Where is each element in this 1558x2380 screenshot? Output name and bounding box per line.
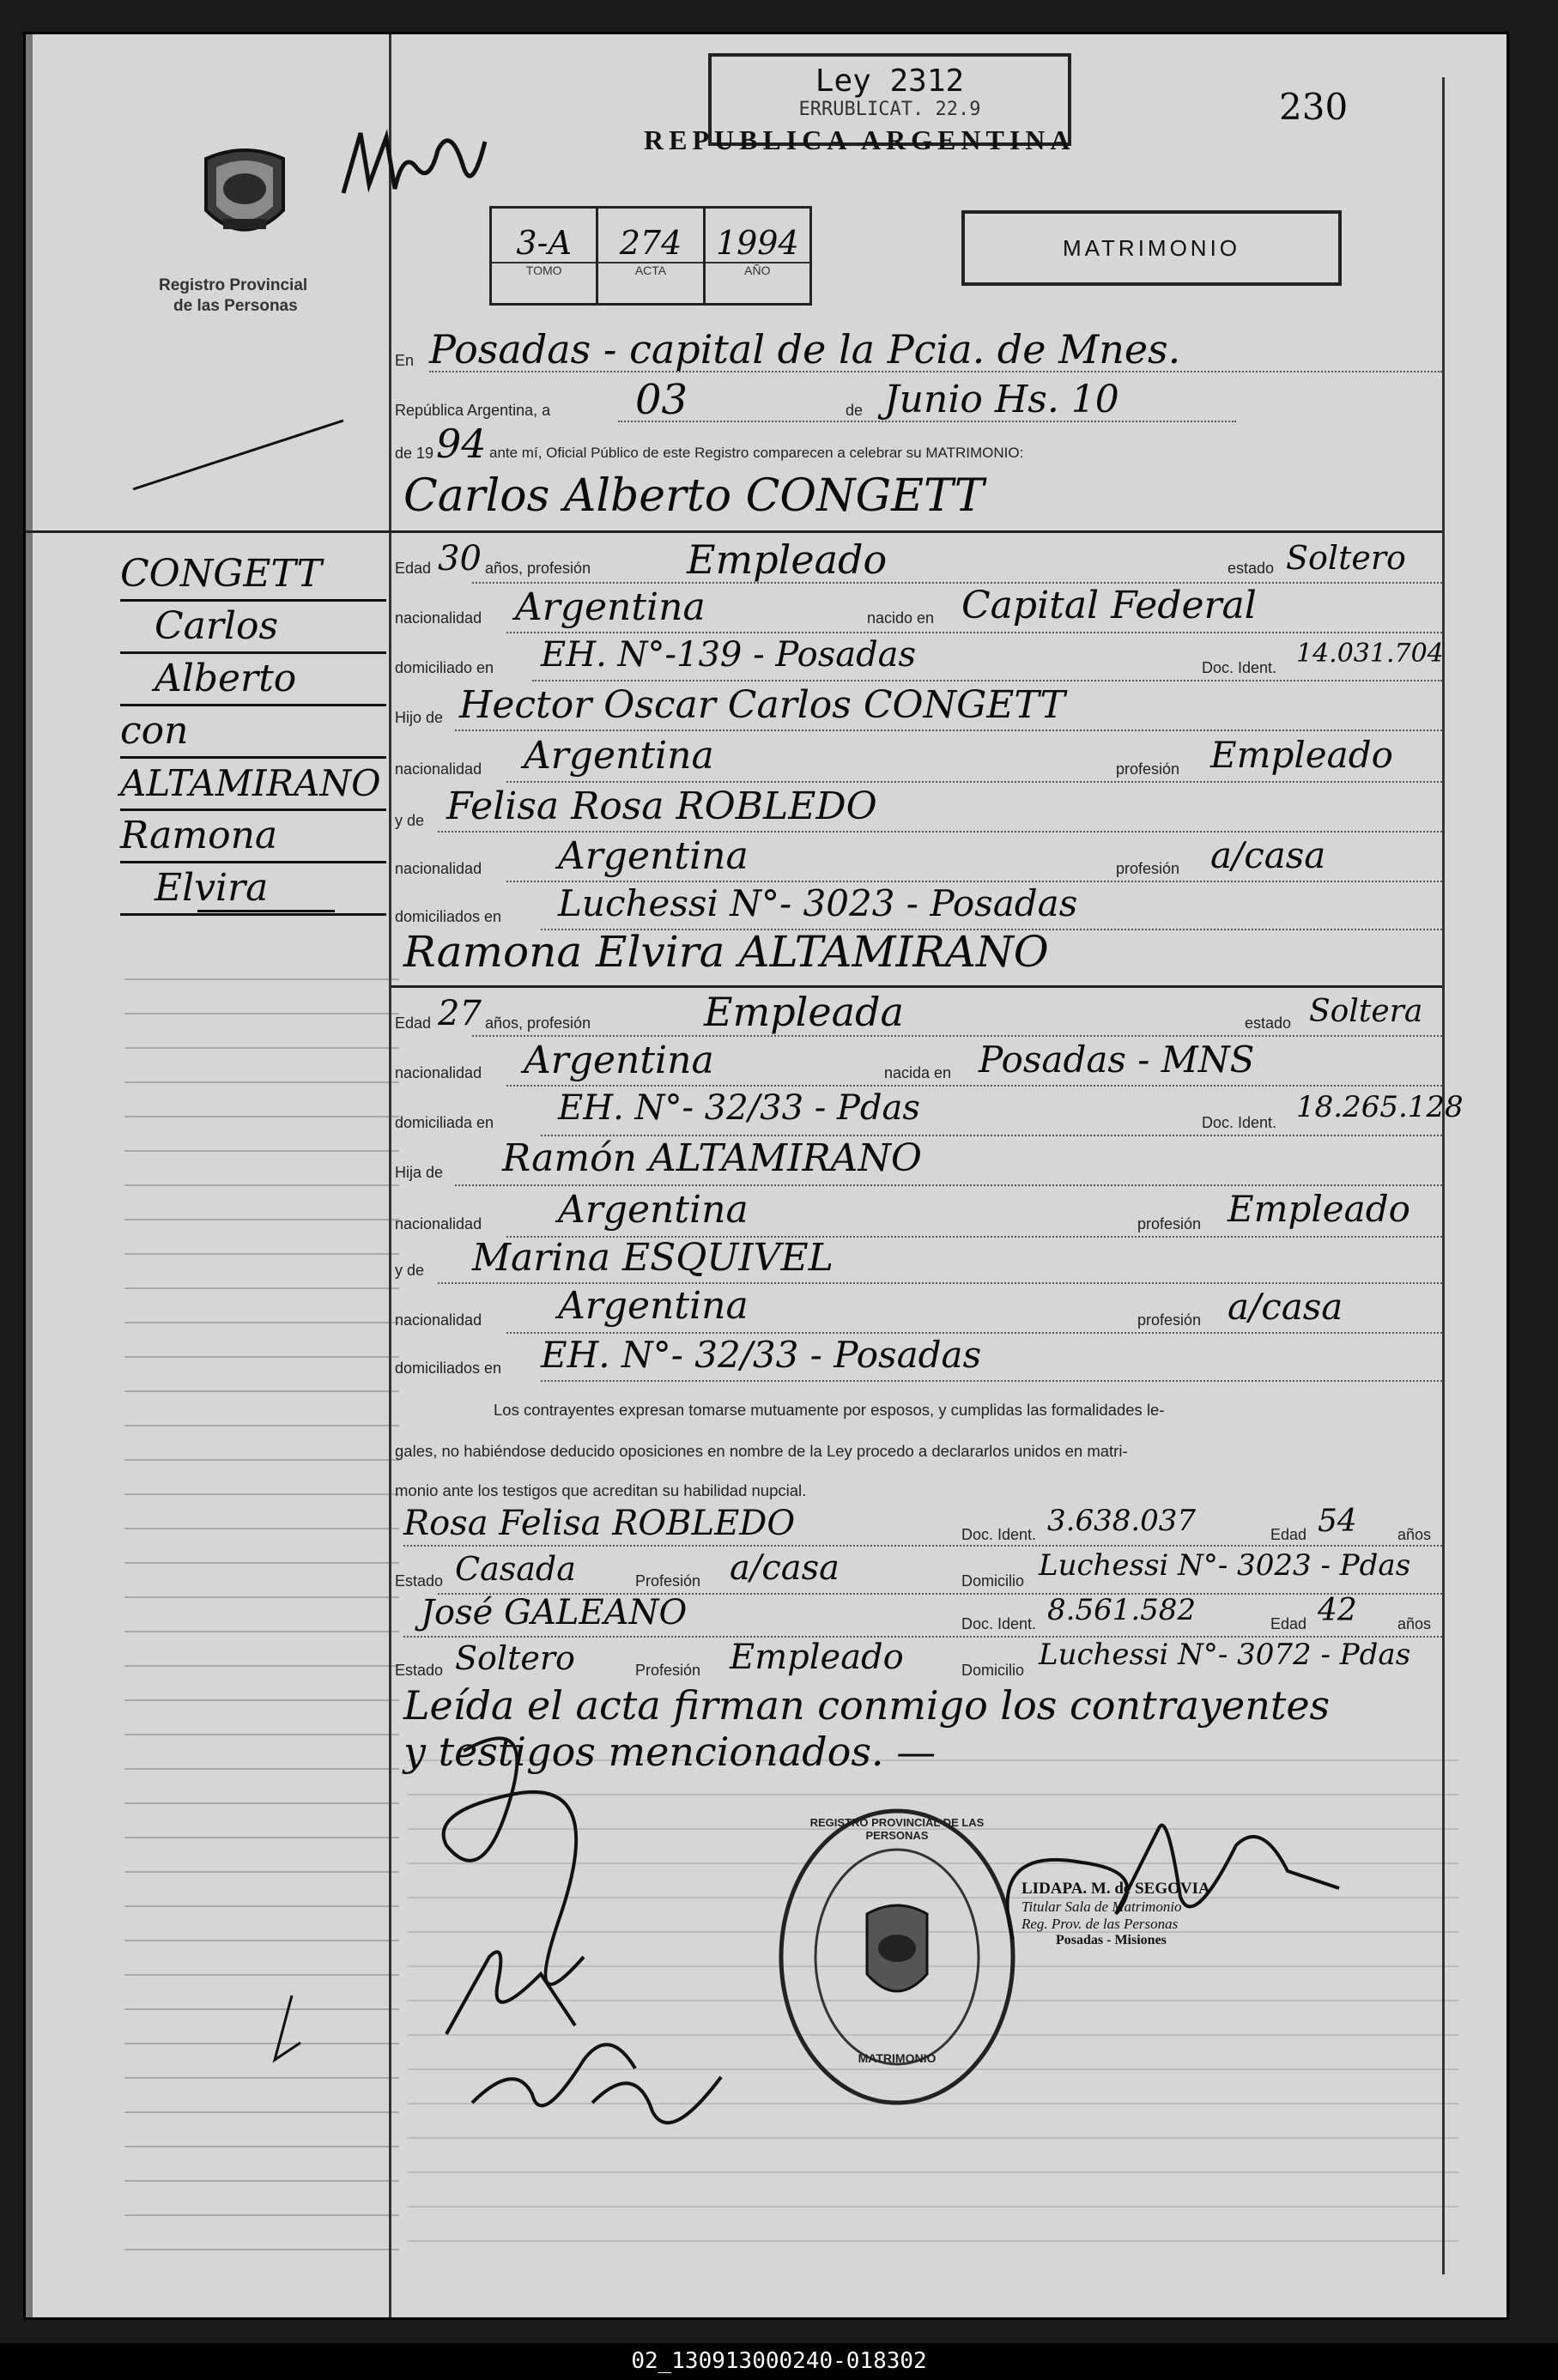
bride-doc-id: 18.265.128	[1296, 1090, 1464, 1124]
ano-label: AÑO	[706, 262, 809, 277]
witness2-state-label: Estado	[395, 1662, 444, 1679]
row-line	[506, 1085, 1442, 1087]
witness1-name: Rosa Felisa ROBLEDO	[403, 1504, 796, 1543]
groom-domicile-label: domiciliado en	[395, 659, 494, 676]
bride-father-nat: Argentina	[558, 1188, 749, 1232]
margin-note	[120, 549, 386, 916]
groom-birthplace-label: nacido en	[867, 609, 935, 627]
doc-type-box	[961, 210, 1342, 286]
bride-father: Ramón ALTAMIRANO	[502, 1136, 922, 1180]
tomo-label: TOMO	[492, 262, 596, 277]
record-box	[489, 206, 812, 306]
witness1-prof-label: Profesión	[635, 1572, 701, 1590]
row-line	[506, 781, 1442, 783]
bride-state-label: estado	[1245, 1014, 1292, 1032]
groom-father-nat-label: nacionalidad	[395, 760, 482, 778]
witness2-domicile: Luchessi N°- 3072 - Pdas	[1039, 1638, 1411, 1672]
groom-doc-id: 14.031.704	[1296, 639, 1444, 669]
bride-father-prof-label: profesión	[1137, 1215, 1202, 1232]
groom-father-prof: Empleado	[1210, 734, 1393, 776]
witness2-dom-label: Domicilio	[961, 1662, 1025, 1679]
row-line	[455, 730, 1442, 731]
witness2-doc-label: Doc. Ident.	[961, 1615, 1037, 1632]
groom-profession: Empleado	[687, 536, 888, 583]
witness2-profession: Empleado	[730, 1638, 904, 1677]
groom-parents-domicile: Luchessi N°- 3023 - Posadas	[558, 882, 1078, 924]
bride-mother-label: y de	[395, 1262, 425, 1279]
year-prefix: de 19	[395, 445, 434, 462]
row-line	[506, 632, 1442, 633]
document-page	[26, 34, 1506, 2317]
groom-name: Carlos Alberto CONGETT	[403, 470, 985, 522]
bride-father-label: Hija de	[395, 1164, 444, 1181]
bride-domicile-label: domiciliada en	[395, 1114, 494, 1131]
bride-birthplace: Posadas - MNS	[979, 1039, 1255, 1081]
row-line	[472, 1035, 1442, 1037]
month-value: Junio Hs. 10	[884, 378, 1119, 421]
coat-of-arms	[197, 142, 292, 249]
folio-number: 230	[1279, 86, 1349, 128]
witness2-age-label: Edad	[1270, 1615, 1307, 1632]
signature-groom	[412, 1699, 773, 2184]
groom-nationality: Argentina	[515, 585, 706, 629]
margin-note-line: Carlos	[120, 602, 386, 654]
archive-id-footer: 02_130913000240-018302	[0, 2343, 1558, 2380]
country-heading: REPUBLICA ARGENTINA	[644, 124, 1076, 155]
official-stamp-line4: Posadas - Misiones	[1056, 1933, 1167, 1947]
bride-mother: Marina ESQUIVEL	[472, 1236, 834, 1280]
registry-name-line1: Registro Provincial	[159, 276, 308, 294]
bride-domicile: EH. N°- 32/33 - Pdas	[558, 1088, 920, 1128]
row-line	[532, 680, 1442, 681]
closing-line2: y testigos mencionados. —	[403, 1729, 937, 1775]
margin-slash	[129, 412, 352, 502]
groom-age-suffix: años, profesión	[485, 560, 591, 577]
groom-age-label: Edad	[395, 560, 432, 577]
witness2-age: 42	[1318, 1593, 1357, 1628]
bride-mother-prof-label: profesión	[1137, 1311, 1202, 1329]
doc-type-label: MATRIMONIO	[1062, 235, 1241, 261]
groom-parents-dom-label: domiciliados en	[395, 908, 502, 925]
witness2-doc-id: 8.561.582	[1047, 1593, 1197, 1627]
seal-bottom-text: MATRIMONIO	[858, 2051, 937, 2065]
bride-father-nat-label: nacionalidad	[395, 1215, 482, 1232]
bride-parents-dom-label: domiciliados en	[395, 1360, 502, 1377]
margin-note-line: Alberto	[120, 654, 386, 706]
official-stamp-line1: LIDAPA. M. de SEGOVIA	[1021, 1880, 1210, 1898]
row-line	[541, 1380, 1442, 1382]
acta-value: 274	[619, 224, 682, 262]
groom-nationality-label: nacionalidad	[395, 609, 482, 627]
date-line	[618, 421, 1236, 422]
day-value: 03	[635, 376, 688, 424]
groom-mother-nat-label: nacionalidad	[395, 860, 482, 877]
witness1-profession: a/casa	[730, 1548, 840, 1588]
seal-text: REGISTRO PROVINCIAL DE LAS PERSONAS	[809, 1816, 985, 1842]
signature-tick	[266, 1991, 309, 2073]
witness1-state: Casada	[455, 1550, 576, 1588]
witness1-age-label: Edad	[1270, 1526, 1307, 1543]
bride-age-label: Edad	[395, 1014, 432, 1032]
margin-note-line: con	[120, 706, 386, 759]
tomo-value: 3-A	[516, 224, 572, 262]
witness2-state: Soltero	[455, 1639, 575, 1677]
initials-scribble	[335, 116, 506, 223]
groom-birthplace: Capital Federal	[961, 584, 1257, 627]
bride-profession: Empleada	[704, 989, 904, 1035]
groom-doc-label: Doc. Ident.	[1202, 659, 1277, 676]
en-label: En	[395, 352, 415, 369]
law-stamp-sub: ERRUBLICAT. 22.9	[798, 99, 981, 120]
bride-father-prof: Empleado	[1228, 1188, 1410, 1230]
witness1-domicile: Luchessi N°- 3023 - Pdas	[1039, 1548, 1411, 1583]
left-fold	[26, 34, 33, 2317]
witness1-state-label: Estado	[395, 1572, 444, 1590]
groom-mother: Felisa Rosa ROBLEDO	[446, 784, 877, 828]
groom-mother-prof: a/casa	[1210, 834, 1326, 876]
year-suffix: 94	[436, 421, 487, 467]
bride-name: Ramona Elvira ALTAMIRANO	[403, 927, 1049, 977]
signature-official	[979, 1794, 1356, 1995]
groom-mother-label: y de	[395, 812, 425, 829]
closing-line1: Leída el acta firman conmigo los contrayentes	[403, 1682, 1331, 1729]
official-stamp-line2: Titular Sala de Matrimonio	[1021, 1899, 1182, 1915]
place-value: Posadas - capital de la Pcia. de Mnes.	[429, 326, 1181, 372]
acta-cell	[598, 209, 705, 303]
margin-note-line: Ramona	[120, 811, 386, 863]
witness1-dom-label: Domicilio	[961, 1572, 1025, 1590]
tomo-cell	[492, 209, 598, 303]
section-divider	[391, 985, 1442, 988]
row-line	[472, 582, 1442, 584]
bride-nationality: Argentina	[524, 1039, 714, 1082]
row-line	[455, 1184, 1442, 1186]
declaration-line2: gales, no habiéndose deducido oposiciones en nombre de la Ley procedo a declararlos unidos en matri-	[395, 1442, 1128, 1460]
witness2-anos: años	[1397, 1615, 1432, 1632]
bride-age-suffix: años, profesión	[485, 1014, 591, 1032]
groom-mother-prof-label: profesión	[1116, 860, 1180, 877]
groom-father-nat: Argentina	[524, 734, 714, 778]
row-line	[403, 1545, 1442, 1547]
bride-nationality-label: nacionalidad	[395, 1064, 482, 1081]
margin-note-line: CONGETT	[120, 549, 386, 602]
official-stamp-line3: Reg. Prov. de las Personas	[1021, 1916, 1179, 1932]
groom-age: 30	[438, 539, 482, 578]
bride-mother-prof: a/casa	[1228, 1286, 1343, 1328]
row-line	[438, 831, 1442, 833]
column-divider	[389, 34, 391, 2317]
bride-state: Soltera	[1309, 994, 1423, 1029]
right-border	[1442, 77, 1445, 2274]
acta-label: ACTA	[598, 262, 702, 277]
declaration-line1: Los contrayentes expresan tomarse mutuamente por esposos, y cumplidas las formalidades le-	[494, 1401, 1165, 1419]
ano-value: 1994	[715, 224, 799, 262]
declaration-line3: monio ante los testigos que acreditan su habilidad nupcial.	[395, 1481, 807, 1499]
margin-dash	[197, 910, 335, 912]
bride-mother-nat-label: nacionalidad	[395, 1311, 482, 1329]
place-line	[429, 371, 1442, 372]
groom-father: Hector Oscar Carlos CONGETT	[459, 683, 1065, 727]
margin-note-line: Elvira	[120, 863, 386, 916]
groom-state: Soltero	[1286, 539, 1406, 577]
witness1-anos: años	[1397, 1526, 1432, 1543]
bride-mother-nat: Argentina	[558, 1284, 749, 1328]
groom-state-label: estado	[1228, 560, 1275, 577]
witness1-doc-label: Doc. Ident.	[961, 1526, 1037, 1543]
groom-domicile: EH. N°-139 - Posadas	[541, 635, 917, 675]
statement-text: ante mí, Oficial Público de este Registro comparecen a celebrar su MATRIMONIO:	[489, 445, 1024, 461]
witness1-doc-id: 3.638.037	[1047, 1504, 1197, 1538]
witness1-age: 54	[1318, 1504, 1357, 1539]
section-divider	[26, 530, 1442, 533]
witness2-name: José GALEANO	[421, 1593, 688, 1632]
groom-father-prof-label: profesión	[1116, 760, 1180, 778]
witness2-prof-label: Profesión	[635, 1662, 701, 1679]
margin-note-line: ALTAMIRANO	[120, 759, 386, 811]
law-stamp-title: Ley 2312	[815, 64, 965, 99]
bride-doc-label: Doc. Ident.	[1202, 1114, 1277, 1131]
month-label: de	[846, 402, 864, 419]
ano-cell	[706, 209, 809, 303]
groom-father-label: Hijo de	[395, 709, 444, 726]
bride-age: 27	[438, 994, 482, 1033]
registry-name-line2: de las Personas	[173, 297, 298, 315]
groom-mother-nat: Argentina	[558, 834, 749, 878]
bride-birthplace-label: nacida en	[884, 1064, 952, 1081]
country-label: República Argentina, a	[395, 402, 551, 419]
bride-parents-domicile: EH. N°- 32/33 - Posadas	[541, 1334, 982, 1376]
